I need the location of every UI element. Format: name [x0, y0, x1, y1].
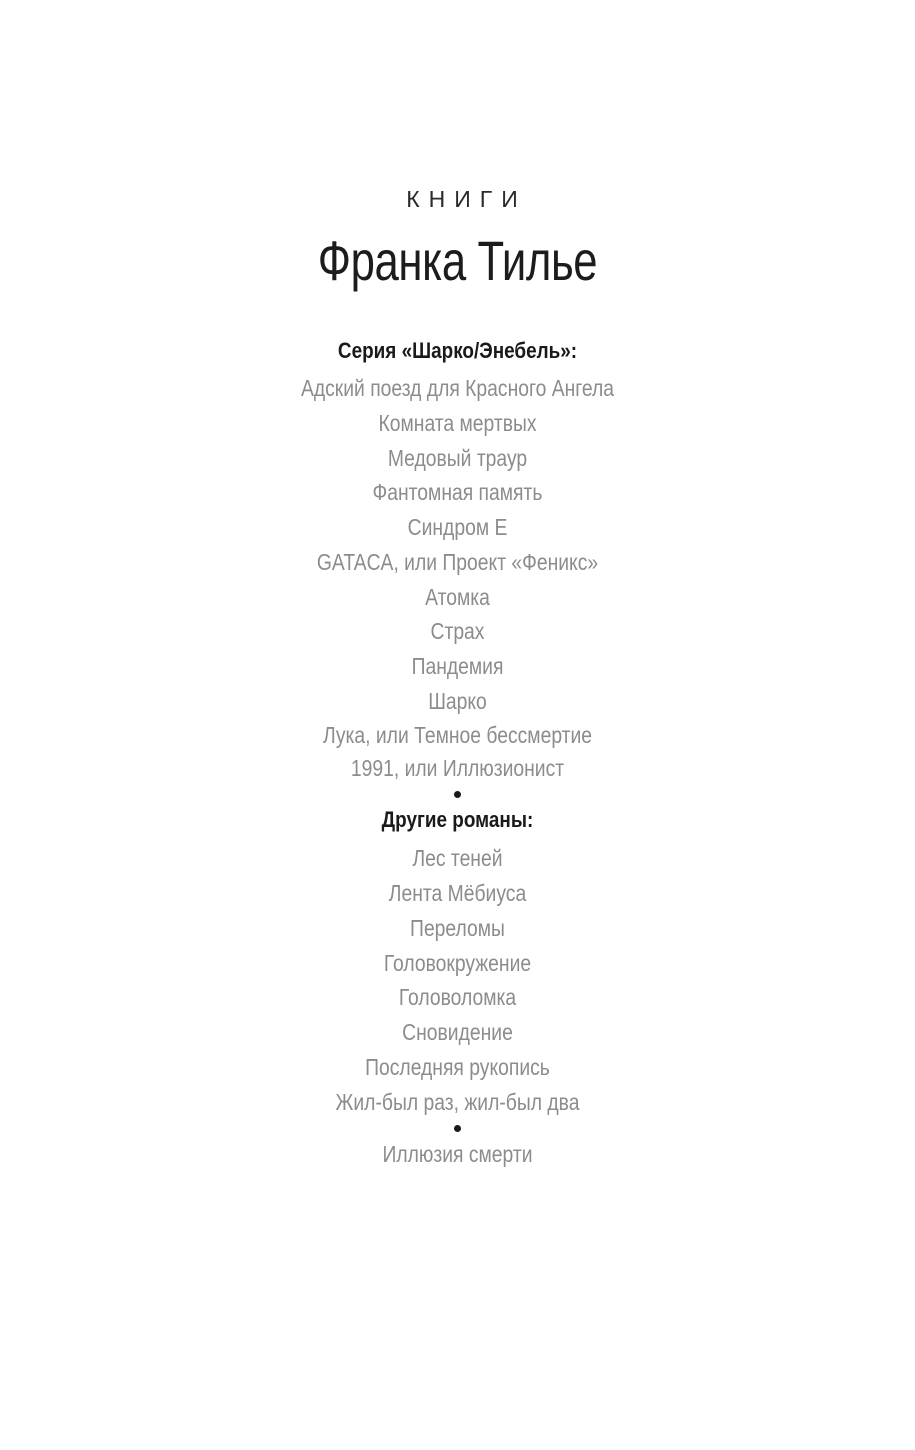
other-novels-heading: Другие романы:	[381, 807, 534, 832]
list-item: Лента Мёбиуса	[388, 880, 527, 906]
list-item: Страх	[430, 618, 485, 644]
list-item: Переломы	[410, 915, 505, 941]
list-item: Атомка	[425, 584, 490, 610]
list-item: Иллюзия смерти	[382, 1141, 533, 1167]
list-item: 1991, или Иллюзионист	[350, 755, 565, 781]
list-item: Пандемия	[411, 653, 504, 679]
list-item: Головокружение	[383, 950, 532, 976]
list-item: Головоломка	[398, 984, 517, 1010]
kicker-label: КНИГИ	[406, 186, 527, 212]
separator-bullet	[454, 791, 461, 798]
list-item: Адский поезд для Красного Ангела	[300, 375, 615, 401]
list-item: Последняя рукопись	[365, 1054, 550, 1080]
list-item: Комната мертвых	[378, 410, 537, 436]
list-item: GATACA, или Проект «Феникс»	[316, 549, 599, 575]
list-item: Сновидение	[402, 1019, 513, 1045]
series-heading: Серия «Шарко/Энебель»:	[337, 338, 578, 363]
list-item: Лес теней	[412, 845, 503, 871]
list-item: Жил-был раз, жил-был два	[335, 1089, 580, 1115]
list-item: Шарко	[428, 688, 487, 714]
list-item: Медовый траур	[387, 445, 528, 471]
list-item: Синдром Е	[407, 514, 508, 540]
list-item: Фантомная память	[372, 479, 543, 505]
list-item: Лука, или Темное бессмертие	[322, 722, 593, 748]
separator-bullet	[454, 1125, 461, 1132]
author-name: Франка Тилье	[317, 229, 598, 292]
